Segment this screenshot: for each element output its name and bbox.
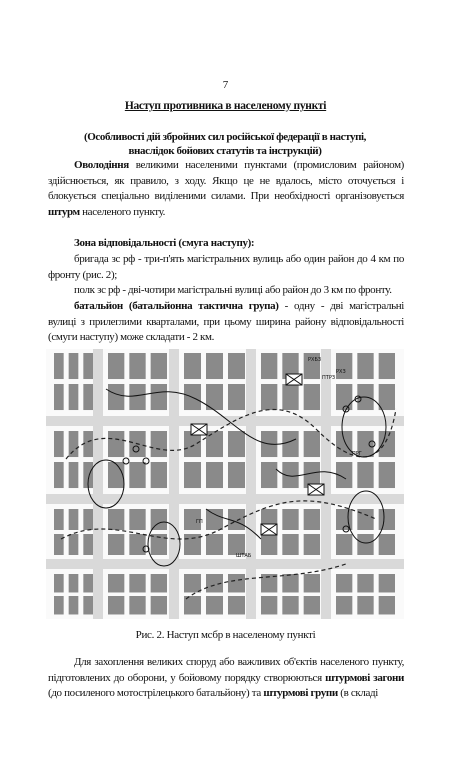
building-block (83, 384, 93, 410)
building-block (129, 574, 145, 592)
building-block (228, 534, 245, 555)
battalion-term: батальйон (батальйонна тактична група) (74, 300, 279, 312)
building-block (228, 462, 245, 488)
building-block (69, 462, 79, 488)
building-block (261, 534, 277, 555)
map-label: ГП (196, 519, 203, 525)
map-figure (46, 349, 404, 619)
building-block (108, 574, 124, 592)
building-block (83, 431, 93, 457)
building-block (54, 384, 64, 410)
closing-text-2: (до посиленого мотострілецького батальйону) та (48, 687, 264, 699)
building-block (304, 574, 320, 592)
building-block (379, 384, 395, 410)
building-block (83, 574, 93, 592)
building-block (206, 596, 223, 614)
building-block (184, 462, 201, 488)
building-block (129, 509, 145, 530)
building-block (108, 509, 124, 530)
page-number: 7 (222, 79, 229, 91)
building-block (108, 384, 124, 410)
page-subtitle: (Особливості дій збройних сил російської федерації в наступі, внаслідок бойових статутів та інструкцій) (83, 131, 367, 157)
building-block (282, 431, 298, 457)
urban-assault-map (46, 349, 404, 619)
building-block (108, 462, 124, 488)
building-block (261, 596, 277, 614)
building-block (282, 384, 298, 410)
building-block (129, 596, 145, 614)
intro-term: Оволодіння (74, 159, 129, 171)
building-block (336, 596, 352, 614)
building-block (83, 353, 93, 379)
closing-term-2: штурмові групи (263, 687, 338, 699)
building-block (336, 534, 352, 555)
building-block (151, 596, 167, 614)
building-block (83, 596, 93, 614)
building-block (228, 431, 245, 457)
building-block (129, 462, 145, 488)
building-block (261, 384, 277, 410)
building-block (282, 596, 298, 614)
building-block (108, 353, 124, 379)
building-block (228, 384, 245, 410)
building-block (379, 462, 395, 488)
building-block (69, 596, 79, 614)
building-block (69, 353, 79, 379)
building-block (206, 431, 223, 457)
map-label: ПРГ (352, 451, 362, 457)
building-block (184, 534, 201, 555)
zone-heading-text: Зона відповідальності (смуга наступу): (74, 237, 255, 249)
building-block (336, 574, 352, 592)
building-block (206, 509, 223, 530)
building-block (69, 574, 79, 592)
building-block (379, 534, 395, 555)
intro-text-2: населеного пункту. (79, 205, 166, 218)
map-label: РХЗ (336, 369, 346, 375)
building-block (151, 509, 167, 530)
building-block (336, 353, 352, 379)
closing-text-3: (в складі (337, 687, 378, 699)
building-block (108, 431, 124, 457)
zone-heading (48, 236, 404, 252)
battalion-paragraph (48, 299, 404, 346)
map-label: РХБЗ (308, 357, 322, 363)
building-block (184, 353, 201, 379)
figure-caption: Рис. 2. Наступ мсбр в населеному пункті (135, 629, 316, 641)
building-block (151, 353, 167, 379)
building-block (228, 596, 245, 614)
building-block (54, 353, 64, 379)
building-block (129, 534, 145, 555)
building-block (69, 431, 79, 457)
building-block (282, 534, 298, 555)
building-block (151, 431, 167, 457)
building-block (151, 574, 167, 592)
building-block (304, 534, 320, 555)
building-block (129, 353, 145, 379)
building-block (206, 462, 223, 488)
intro-paragraph (48, 158, 404, 220)
building-block (357, 574, 373, 592)
building-block (184, 574, 201, 592)
building-block (261, 462, 277, 488)
building-block (83, 534, 93, 555)
battalion-text: - одну - дві магістральні вулиці з прилеглими кварталами, при цьому ширина району відповідальності (смуги наступу) може складати - 2 км. (48, 300, 405, 343)
building-block (379, 574, 395, 592)
map-label: ПТРЗ (322, 375, 336, 381)
building-block (151, 384, 167, 410)
closing-text: Для захоплення великих споруд або важливих об'єктів населеного пункту, підготовлених до оборони, у бойовому порядку створюються (48, 656, 404, 684)
intro-text: великими населеними пунктами (промисловим районом) здійснюється, як правило, з ходу. Якщо це не вдалось, місто оточується і блокується спеціально виділеними силами. При необхідності організовується (48, 159, 404, 202)
building-block (108, 596, 124, 614)
building-block (304, 596, 320, 614)
building-block (54, 431, 64, 457)
building-block (54, 462, 64, 488)
building-block (282, 574, 298, 592)
building-block (304, 431, 320, 457)
building-block (336, 431, 352, 457)
closing-term: штурмові загони (325, 671, 404, 684)
building-block (151, 462, 167, 488)
building-block (54, 509, 64, 530)
building-block (304, 384, 320, 410)
building-block (357, 462, 373, 488)
building-block (108, 534, 124, 555)
brigade-paragraph: бригада зс рф - три-п'ять магістральних вулиць або один район до 4 км по фронту (рис. 2); (48, 253, 404, 281)
building-block (69, 534, 79, 555)
building-block (357, 353, 373, 379)
building-block (357, 534, 373, 555)
building-block (69, 384, 79, 410)
building-block (206, 534, 223, 555)
building-block (379, 509, 395, 530)
building-block (83, 509, 93, 530)
intro-term-2: штурм (48, 205, 80, 218)
map-label: ШТАБ (236, 553, 252, 559)
building-block (54, 534, 64, 555)
closing-paragraph (48, 655, 404, 702)
building-block (282, 509, 298, 530)
building-block (54, 574, 64, 592)
building-block (379, 596, 395, 614)
building-block (69, 509, 79, 530)
regiment-paragraph: полк зс рф - дві-чотири магістральні вулиці або район до 3 км по фронту. (74, 284, 392, 296)
building-block (228, 574, 245, 592)
building-block (228, 353, 245, 379)
building-block (357, 596, 373, 614)
page-title: Наступ противника в населеному пункті (124, 100, 327, 112)
building-block (304, 509, 320, 530)
building-block (261, 353, 277, 379)
building-block (206, 353, 223, 379)
building-block (379, 353, 395, 379)
building-block (379, 431, 395, 457)
building-block (129, 384, 145, 410)
building-block (54, 596, 64, 614)
